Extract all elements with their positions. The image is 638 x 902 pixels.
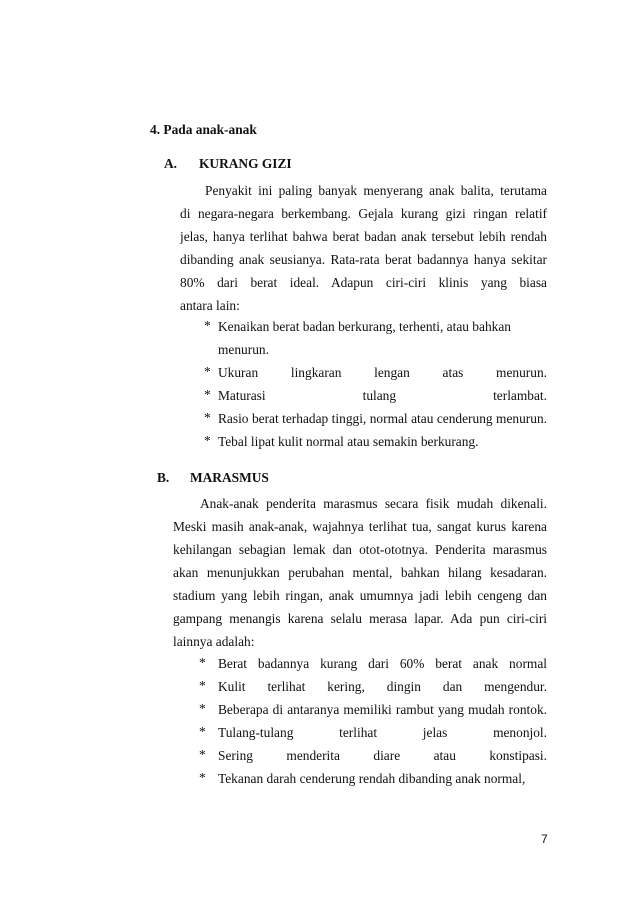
- paragraph-line: lainnya adalah:: [173, 634, 255, 649]
- list-item: Rasio berat terhadap tinggi, normal atau cenderung menurun.: [218, 411, 547, 426]
- paragraph-line: Penyakit ini paling banyak menyerang anak balita, terutama: [205, 183, 547, 198]
- paragraph-line: 80% dari berat ideal. Adapun ciri-ciri klinis yang biasa: [180, 275, 547, 290]
- list-item: menurun.: [218, 342, 269, 357]
- paragraph-line: stadium yang lebih ringan, anak umumnya jadi lebih cengeng dan: [173, 588, 547, 603]
- section-b-label: B.: [157, 470, 170, 485]
- paragraph-line: di negara-negara berkembang. Gejala kurang gizi ringan relatif: [180, 206, 547, 221]
- bullet-marker: *: [199, 747, 206, 762]
- list-item: Ukuran lingkaran lengan atas menurun.: [218, 365, 547, 380]
- bullet-marker: *: [204, 364, 211, 379]
- paragraph-line: jelas, hanya terlihat bahwa berat badan anak tersebut lebih rendah: [180, 229, 547, 244]
- paragraph-line: akan menunjukkan perubahan mental, bahkan hilang kesadaran.: [173, 565, 547, 580]
- list-item: Beberapa di antaranya memiliki rambut yang mudah rontok.: [218, 702, 547, 717]
- list-item: Maturasi tulang terlambat.: [218, 388, 547, 403]
- bullet-marker: *: [199, 770, 206, 785]
- page-number: 7: [541, 832, 548, 846]
- paragraph-line: antara lain:: [180, 298, 240, 313]
- bullet-marker: *: [199, 701, 206, 716]
- list-item: Tekanan darah cenderung rendah dibanding anak normal,: [218, 771, 526, 786]
- list-item: Tulang-tulang terlihat jelas menonjol.: [218, 725, 547, 740]
- section-a-label: A.: [164, 156, 178, 171]
- bullet-marker: *: [204, 387, 211, 402]
- list-item: Berat badannya kurang dari 60% berat anak normal: [218, 656, 547, 671]
- paragraph-line: Meski masih anak-anak, wajahnya terlihat tua, sangat kurus karena: [173, 519, 547, 534]
- paragraph-line: gampang menangis karena selalu merasa lapar. Ada pun ciri-ciri: [173, 611, 547, 626]
- bullet-marker: *: [199, 678, 206, 693]
- list-item: Kulit terlihat kering, dingin dan mengendur.: [218, 679, 547, 694]
- list-item: Tebal lipat kulit normal atau semakin berkurang.: [218, 434, 479, 449]
- paragraph-line: Anak-anak penderita marasmus secara fisik mudah dikenali.: [200, 496, 547, 511]
- section-a-title: KURANG GIZI: [199, 156, 292, 171]
- bullet-marker: *: [204, 410, 211, 425]
- paragraph-line: kehilangan sebagian lemak dan otot-ototnya. Penderita marasmus: [173, 542, 547, 557]
- bullet-marker: *: [199, 655, 206, 670]
- section-b-title: MARASMUS: [190, 470, 269, 485]
- bullet-marker: *: [199, 724, 206, 739]
- paragraph-line: dibanding anak seusianya. Rata-rata berat badannya hanya sekitar: [180, 252, 547, 267]
- list-item: Kenaikan berat badan berkurang, terhenti, atau bahkan: [218, 319, 511, 334]
- bullet-marker: *: [204, 318, 211, 333]
- section-heading: 4. Pada anak-anak: [150, 122, 257, 137]
- list-item: Sering menderita diare atau konstipasi.: [218, 748, 547, 763]
- bullet-marker: *: [204, 433, 211, 448]
